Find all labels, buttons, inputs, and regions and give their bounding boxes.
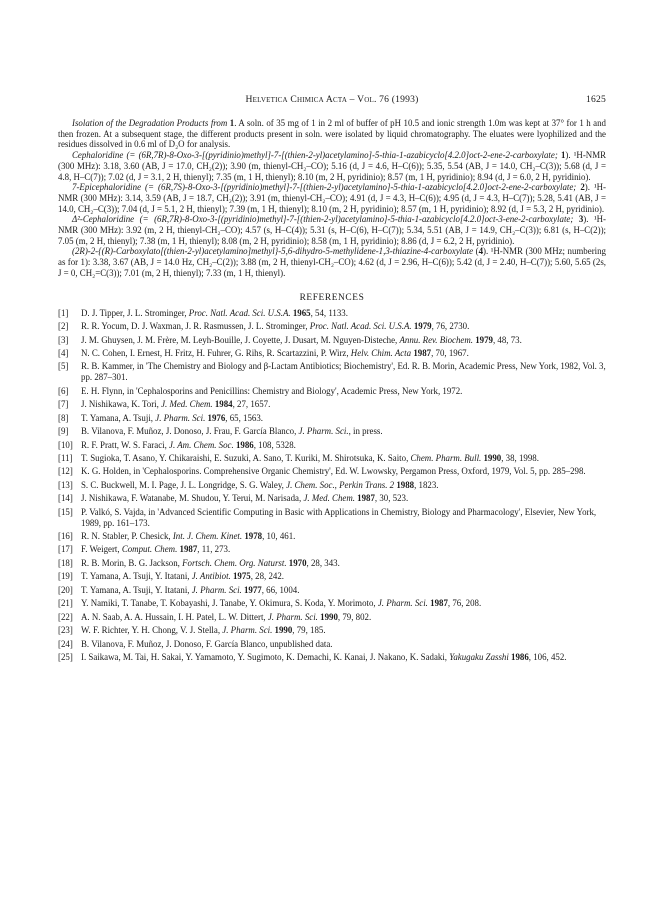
reference-authors: B. Vilanova, F. Muñoz, J. Donoso, F. García Blanco, unpublished data. (81, 638, 333, 649)
reference-item (58, 558, 606, 569)
compound-number: 1 (229, 118, 235, 128)
reference-details: , 30, 523. (374, 493, 409, 504)
reference-source: J. Pharm. Sci. (191, 584, 242, 595)
reference-number: [14] (58, 493, 73, 504)
paragraph-text: . A soln. of 35 mg of 1 in 2 ml of buffer of pH 10.5 and ionic strength 1.0m was kept at 37° for 1 h and then frozen. At a subsequent stage, the different products present in soln. were isolated by liquid chromatography. The eluates were lyophilized and the residues dissolved in 0.6 ml of D₂O for analysis. (58, 118, 606, 150)
reference-source: Int. J. Chem. Kinet. (172, 531, 243, 541)
reference-authors: R. B. Kammer, in 'The Chemistry and Biology and β-Lactam Antibiotics; Biochemistry', Ed. R. B. Morin, Academic Press, New York, 1982, Vol. 3, pp. 287–301. (81, 361, 606, 383)
reference-year: 1986 (235, 439, 254, 450)
running-header (58, 94, 606, 110)
reference-item (58, 652, 606, 663)
reference-details: , 65, 1563. (225, 412, 263, 423)
reference-details: , 11, 273. (197, 544, 231, 555)
reference-item (58, 493, 606, 504)
reference-number: [1] (58, 307, 69, 318)
reference-item (58, 399, 606, 410)
reference-authors: J. Nishikawa, K. Tori, (81, 399, 162, 410)
reference-details: , in press. (348, 426, 383, 437)
reference-year: 1979 (413, 321, 432, 332)
reference-details: , 108, 5328. (253, 439, 296, 450)
reference-item (58, 386, 606, 397)
reference-number: [6] (58, 385, 69, 396)
reference-year: 1990 (320, 611, 338, 622)
compound-iupac: (= (6R,7R)-8-Oxo-3-[(pyridinio)methyl]-7-[(thien-2-yl)acetylamino]-5-thia-1-azabicyclo[4.2.0]oct-3-ene-2-carboxylate; (134, 214, 579, 225)
reference-source: J. Pharm. Sci. (267, 611, 318, 622)
reference-number: [25] (58, 652, 73, 663)
reference-details: , 48, 73. (492, 334, 522, 345)
reference-item (58, 426, 606, 437)
reference-item (58, 453, 606, 464)
reference-year: 1990 (274, 625, 293, 636)
reference-item (58, 625, 606, 636)
compound-number: 1 (560, 150, 566, 161)
reference-details: , 28, 242. (250, 571, 285, 582)
reference-source: Comput. Chem. (121, 544, 178, 555)
reference-details: , 54, 1133. (310, 307, 348, 318)
reference-number: [17] (58, 544, 73, 555)
reference-source: J. Antibiot. (191, 571, 231, 582)
reference-authors: W. F. Richter, Y. H. Chong, V. J. Stella, (81, 625, 223, 636)
reference-number: [8] (58, 412, 69, 423)
reference-number: [24] (58, 638, 73, 649)
reference-authors: J. M. Ghuysen, J. M. Frère, M. Leyh-Bouille, J. Coyette, J. Dusart, M. Nguyen-Disteche, (81, 334, 400, 345)
reference-authors: R. B. Morin, B. G. Jackson, (81, 557, 183, 568)
compound-name: Δ²-Cephaloridine (72, 214, 135, 225)
reference-source: Proc. Natl. Acad. Sci. U.S.A. (309, 321, 412, 332)
reference-authors: I. Saikawa, M. Tai, H. Sakai, Y. Yamamoto, Y. Sugimoto, K. Demachi, K. Kanai, J. Nakano, K. Sadaki, (81, 652, 450, 663)
reference-details: , 79, 802. (337, 611, 372, 622)
reference-number: [22] (58, 611, 73, 622)
reference-item (58, 585, 606, 596)
reference-number: [3] (58, 334, 69, 345)
reference-number: [12] (58, 466, 73, 477)
reference-details: , 28, 343. (306, 557, 340, 568)
reference-number: [11] (58, 452, 73, 463)
reference-number: [16] (58, 531, 73, 541)
paragraph-thiazine: (2R)-2-{(R)-Carboxylato[(thien-2-yl)acetylamino]methyl}-5,6-dihydro-5-methylidene-1,3-thiazine-4-carboxylate (4). ¹H-NMR (300 MHz; numbering as for 1): 3.38, 3.67 (AB, J = 14.0 Hz, CH₂–C(2)); 3.88 (m, 2 H, thienyl-CH₂–CO); 4.62 (d, J = 2.96, H–C(6)); 5.42 (d, J = 2.40, H–C(7)); 5.60, 5.65 (2s, J = 0, CH₂=C(3)); 7.01 (m, 2 H, thienyl); 7.33 (m, 1 H, thienyl). (58, 246, 606, 278)
reference-source: Fortsch. Chem. Org. Naturst. (182, 557, 287, 568)
reference-number: [13] (58, 479, 73, 490)
reference-details: , 1823. (414, 479, 439, 490)
reference-source: J. Med. Chem. (161, 399, 213, 410)
reference-number: [19] (58, 571, 73, 582)
reference-item (58, 531, 606, 542)
reference-number: [20] (58, 584, 73, 595)
nmr-data: ). ¹H-NMR (300 MHz; numbering as for 1): 3.38, 3.67 (AB, J = 14.0 Hz, CH₂–C(2)); 3.88 (m, 2 H, thienyl-CH₂–CO); 4.62 (d, J = 2.96, H–C(6)); 5.42 (d, J = 2.40, H–C(7)); 5.60, 5.65 (2s, J = 0, CH₂=C(3)); 7.01 (m, 2 H, thienyl); 7.33 (m, 1 H, thienyl). (58, 246, 606, 278)
reference-authors: N. C. Cohen, I. Ernest, H. Fritz, H. Fuhrer, G. Rihs, R. Scartazzini, P. Wirz, (81, 348, 351, 358)
compound-name: Cephaloridine (72, 150, 124, 161)
reference-source: Chem. Pharm. Bull. (410, 452, 482, 463)
reference-number: [4] (58, 348, 69, 358)
reference-year: 1988 (396, 479, 415, 490)
nmr-data: ). ¹H-NMR (300 MHz): 3.18, 3.60 (AB, J = 17.0, CH₂(2)); 3.90 (m, thienyl-CH₂–CO); 5.16 (d, J = 4.6, H–C(6)); 5.35, 5.54 (AB, J = 14.0, CH₂–C(3)); 5.68 (d, J = 4.8, H–C(7)); 7.02 (d, J = 3.1, 2 H, thienyl); 7.35 (m, 1 H, thienyl); 8.10 (m, 2 H, pyridinio); 8.57 (m, 1 H, pyridinio); 8.94 (d, J = 6.0, 2 H, pyridinio). (58, 150, 607, 182)
reference-year: 1987 (413, 348, 432, 358)
reference-year: 1965 (292, 307, 311, 318)
nmr-data: ). ¹H-NMR (300 MHz): 3.14, 3.59 (AB, J = 18.7, CH₂(2)); 3.91 (m, thienyl-CH₂–CO); 4.91 (d, J = 4.3, H–C(6)); 4.95 (d, J = 4.3, H–C(7)); 5.28, 5.41 (AB, J = 14.0, CH₂–C(3)); 7.04 (d, J = 5.1, 2 H, thienyl); 7.39 (m, 1 H, thienyl); 8.10 (m, 2 H, pyridinio); 8.57 (m, 1 H, pyridinio); 8.92 (d, J = 5.3, 2 H, pyridinio). (58, 182, 606, 214)
reference-details: , 70, 1967. (431, 348, 469, 358)
reference-number: [5] (58, 361, 69, 372)
reference-number: [23] (58, 625, 73, 636)
paragraph-cephaloridine (58, 150, 606, 182)
reference-item (58, 544, 606, 555)
reference-details: , 10, 461. (262, 531, 296, 541)
reference-year: 1990 (483, 452, 502, 463)
paragraph-epicephaloridine (58, 182, 606, 214)
reference-source: J. Pharm. Sci. (155, 412, 206, 423)
reference-authors: T. Sugioka, T. Asano, Y. Chikaraishi, E. Suzuki, A. Sano, T. Kuriki, M. Shirotsuka, K. Saito, (81, 452, 411, 463)
reference-authors: P. Valkó, S. Vajda, in 'Advanced Scientific Computing in Basic with Applications in Chemistry, Biology and Pharmacology', Elsevier, New York, 1989, pp. 161–173. (81, 506, 597, 528)
reference-source: J. Chem. Soc., Perkin Trans. 2 (286, 479, 395, 490)
reference-number: [10] (58, 439, 73, 450)
reference-year: 1987 (357, 493, 375, 504)
reference-year: 1986 (511, 652, 529, 663)
reference-item (58, 308, 606, 319)
reference-item (58, 413, 606, 424)
reference-source: Helv. Chim. Acta (350, 348, 412, 358)
compound-iupac: (= (6R,7S)-8-Oxo-3-[(pyridinio)methyl]-7-[(thien-2-yl)acetylamino]-5-thia-1-azabicyclo[4.2.0]oct-2-ene-2-carboxylate; (141, 182, 581, 193)
reference-number: [15] (58, 506, 73, 517)
reference-item (58, 348, 606, 359)
paragraph-delta2-cephaloridine (58, 214, 606, 246)
reference-source: J. Pharm. Sci. (377, 598, 428, 609)
reference-authors: B. Vilanova, F. Muñoz, J. Donoso, J. Frau, F. García Blanco, (81, 426, 299, 437)
journal-title: Helvetica Chimica Acta – Vol. 76 (1993) (245, 94, 419, 105)
reference-year: 1979 (475, 334, 493, 345)
reference-authors: K. G. Holden, in 'Cephalosporins. Comprehensive Organic Chemistry', Ed. W. Lwowsky, Pergamon Press, Oxford, 1979, Vol. 5, pp. 285–298. (81, 466, 586, 477)
reference-year: 1987 (430, 598, 448, 609)
reference-details: , 66, 1004. (261, 584, 300, 595)
reference-authors: A. N. Saab, A. A. Hussain, I. H. Patel, L. W. Dittert, (81, 611, 268, 622)
reference-item (58, 598, 606, 609)
reference-authors: F. Weigert, (81, 544, 122, 555)
compound-name: 7-Epicephaloridine (72, 182, 142, 193)
compound-number: 4 (478, 246, 484, 257)
reference-number: [2] (58, 321, 69, 332)
reference-authors: R. F. Pratt, W. S. Faraci, (81, 439, 170, 450)
reference-authors: T. Yamana, A. Tsuji, Y. Itatani, (81, 571, 192, 582)
reference-details: , 76, 2730. (431, 321, 470, 332)
reference-item (58, 440, 606, 451)
reference-authors: D. J. Tipper, J. L. Strominger, (81, 307, 189, 318)
compound-number: 3 (578, 214, 584, 225)
reference-number: [7] (58, 399, 69, 410)
nmr-data: ). ¹H-NMR (300 MHz): 3.92 (m, 2 H, thienyl-CH₂–CO); 4.57 (s, H–C(4)); 5.31 (s, H–C(6), H–C(7)); 5.34, 5.51 (AB, J = 14.9, CH₂–C(3)); 6.81 (s, H–C(2)); 7.05 (m, 2 H, thienyl); 7.38 (m, 1 H, thienyl); 8.08 (m, 2 H, pyridinio); 8.58 (m, 1 H, pyridinio); 8.86 (d, J = 6.2, 2 H, pyridinio). (58, 214, 606, 246)
reference-authors: T. Yamana, A. Tsuji, Y. Itatani, (81, 584, 192, 595)
reference-number: [9] (58, 426, 69, 437)
reference-item (58, 639, 606, 650)
reference-authors: T. Yamana, A. Tsuji, (81, 412, 156, 423)
section-lead: Isolation of the Degradation Products from (72, 118, 228, 128)
reference-details: , 38, 1998. (501, 452, 539, 463)
reference-item (58, 466, 606, 477)
reference-source: J. Am. Chem. Soc. (169, 439, 234, 450)
reference-year: 1987 (179, 544, 198, 555)
reference-year: 1976 (207, 412, 226, 423)
reference-year: 1975 (232, 571, 251, 582)
reference-source: Proc. Natl. Acad. Sci. U.S.A. (188, 307, 291, 318)
reference-authors: E. H. Flynn, in 'Cephalosporins and Penicillins: Chemistry and Biology', Academic Press, New York, 1972. (81, 385, 463, 396)
reference-source: J. Pharm. Sci. (298, 426, 349, 437)
reference-authors: S. C. Buckwell, M. I. Page, J. L. Longridge, S. G. Waley, (81, 479, 287, 490)
reference-list (58, 308, 606, 663)
reference-item (58, 612, 606, 623)
reference-item (58, 361, 606, 382)
reference-details: , 27, 1657. (232, 399, 271, 410)
reference-item (58, 480, 606, 491)
page-number: 1625 (586, 94, 606, 105)
references-heading: REFERENCES (299, 292, 365, 303)
reference-year: 1984 (214, 399, 233, 410)
reference-year: 1970 (288, 557, 307, 568)
reference-authors: J. Nishikawa, F. Watanabe, M. Shudou, Y. Terui, M. Narisada, (81, 493, 304, 504)
compound-number: 2 (580, 182, 585, 193)
reference-details: , 76, 208. (447, 598, 482, 609)
reference-number: [18] (58, 557, 73, 568)
reference-number: [21] (58, 598, 73, 609)
reference-source: Annu. Rev. Biochem. (399, 334, 474, 345)
reference-item (58, 335, 606, 346)
reference-details: , 79, 185. (292, 625, 326, 636)
reference-year: 1977 (243, 584, 262, 595)
reference-source: Yakugaku Zasshi (449, 652, 509, 663)
reference-source: J. Pharm. Sci. (222, 625, 273, 636)
reference-authors: R. N. Stabler, P. Chesick, (81, 531, 173, 541)
compound-iupac: (2R)-2-{(R)-Carboxylato[(thien-2-yl)acetylamino]methyl}-5,6-dihydro-5-methylidene-1,3-thiazine-4-carboxylate (72, 246, 474, 257)
reference-year: 1978 (244, 531, 263, 541)
journal-page (58, 94, 606, 666)
paragraph-isolation (58, 118, 606, 150)
reference-authors: Y. Namiki, T. Tanabe, T. Kobayashi, J. Tanabe, Y. Okimura, S. Koda, Y. Morimoto, (81, 598, 378, 609)
reference-details: , 106, 452. (528, 652, 567, 663)
reference-authors: R. R. Yocum, D. J. Waxman, J. R. Rasmussen, J. L. Strominger, (81, 321, 310, 332)
reference-source: J. Med. Chem. (303, 493, 355, 504)
reference-item (58, 321, 606, 332)
reference-item (58, 571, 606, 582)
reference-item (58, 507, 606, 528)
compound-iupac: (= (6R,7R)-8-Oxo-3-[(pyridinio)methyl]-7-[(thien-2-yl)acetylamino]-5-thia-1-azabicyclo[4.2.0]oct-2-ene-2-carboxylate; (123, 150, 561, 161)
